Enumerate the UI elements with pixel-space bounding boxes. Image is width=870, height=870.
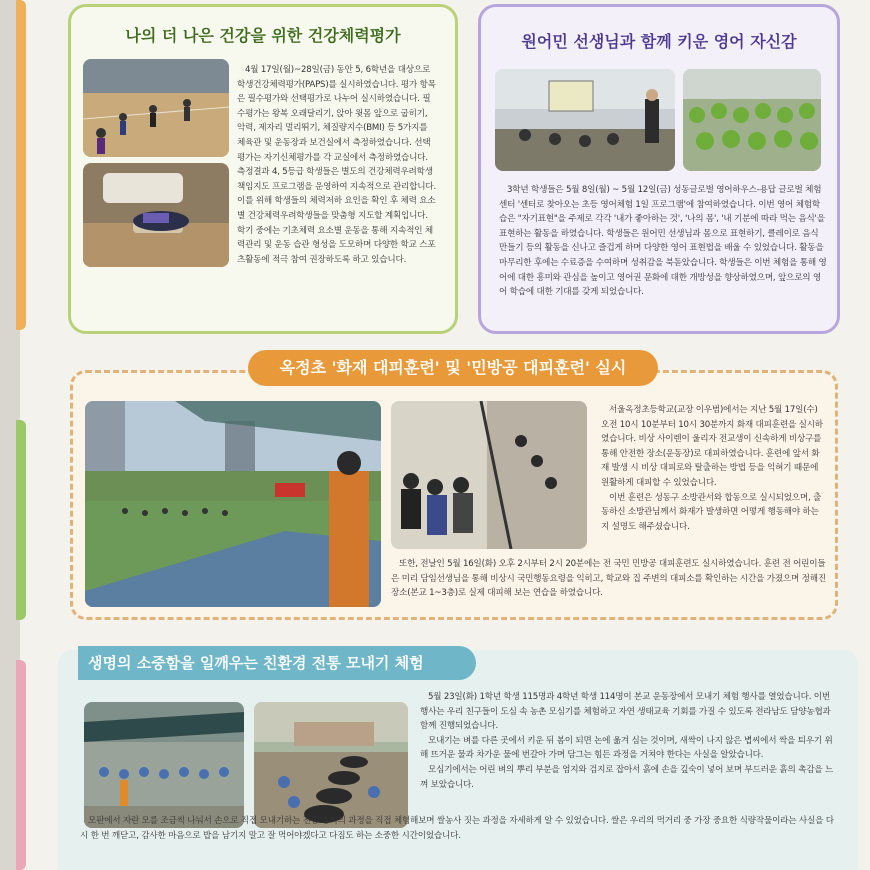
rice-planting-text-top: 5월 23일(화) 1학년 학생 115명과 4학년 학생 114명이 본교 운동장에서 모내기 체험 행사를 열었습니다. 이번 행사는 우리 친구들이 도심 속 농촌 모심기를 체험하고 자연 생태교육 기회를 가질 수 있도록 전라남도 담양농협과 함께 진행되었습니다. 모내기는 벼를 다른 곳에서 키운 뒤 봄이 되면 논에 옮겨 심는 것이며, 새싹이 나지 않은 볍씨에서 싹을 틔우기 위해 뜨거운 물과 차가운 물에 번갈아 가며 담그는 힘든 과정을 거쳐야 한다는 사실을 알았습니다. 모심기에서는 어린 벼의 뿌리 부분을 엄지와 검지로 잡아서 흙에 손을 깊숙이 넣어 보며 부드러운 흙의 촉감을 느껴 보았습니다. [420, 692, 834, 790]
edge-tab-green [16, 420, 26, 620]
english-text: 3학년 학생들은 5월 8일(월) ~ 5월 12일(금) 성동글로벌 영어하우스-용답 글로벌 체험센터 '센터로 찾아오는 초등 영어체험 1일 프로그램'에 참여하였습니다. 이번 영어 체험학습은 "자기표현"을 주제로 각각 '내가 좋아하는 것', '나의 몸', '내 기분에 따라 먹는 음식'을 표현하는 활동을 하였습니다. 학생들은 원어민 선생님과 몸으로 표현하기, 클레이로 음식 만들기 등의 활동을 신나고 즐겁게 하며 다양한 영어 표현법을 배울 수 있었습니다. 활동을 마무리한 후에는 수료증을 수여하며 성취감을 북돋았습니다. 학생들은 이번 체험을 통해 영어에 대한 흥미와 관심을 높이고 영어권 문화에 대한 개방성을 향상하였으며, 앞으로의 영어 학습에 대한 기대를 갖게 되었습니다. [499, 185, 827, 298]
rice-planting-tent-photo [84, 702, 244, 828]
edge-tab-pink [16, 660, 26, 870]
fitness-title: 나의 더 나은 건강을 위한 건강체력평가 [125, 26, 401, 45]
fire-drill-title: 옥정초 '화재 대피훈련' 및 '민방공 대피훈련' 실시 [248, 350, 658, 386]
english-section [478, 4, 840, 334]
fire-truck-field-photo [85, 401, 381, 607]
edge-tab-orange [16, 0, 26, 330]
flexibility-test-photo [83, 163, 229, 267]
fire-drill-text-top: 서울옥정초등학교(교장 이우범)에서는 지난 5월 17일(수) 오전 10시 10분부터 10시 30분까지 화재 대피훈련을 실시하였습니다. 비상 사이렌이 울리자 전교생이 신속하게 비상구를 통해 안전한 장소(운동장)로 대피하였습니다. 훈련에 앞서 화재 발생 시 비상 대피로와 탈출하는 방법 등을 익혀기 때문에 원활하게 대피할 수 있었습니다. 이번 훈련은 성동구 소방관서와 합동으로 실시되었으며, 출동하신 소방관님께서 화재가 발생하면 어떻게 행동해야 하는지 설명도 해주셨습니다. [601, 405, 823, 532]
stairway-evacuation-photo [391, 401, 587, 549]
rice-planting-section [58, 650, 858, 870]
rice-planting-text-bottom: 모판에서 자란 모를 조금씩 나눠서 손으로 직접 모내기하는 전통 방식의 과정을 직접 체험해보며 쌀농사 짓는 과정을 자세하게 알 수 있었습니다. 쌀은 우리의 먹거리 중 가장 중요한 식량작물이라는 사실을 다시 한 번 깨닫고, 감사한 마음으로 밥을 남기지 말고 잘 먹어야겠다고 다짐도 하는 소중한 시간이었습니다. [80, 816, 834, 841]
rice-planting-title: 생명의 소중함을 일깨우는 친환경 전통 모내기 체험 [78, 646, 476, 680]
rice-planting-tubs-photo [254, 702, 408, 828]
newsletter-page [20, 0, 870, 870]
fire-drill-section [70, 370, 838, 620]
classroom-teacher-photo [495, 69, 675, 171]
fitness-section [68, 4, 458, 334]
english-title: 원어민 선생님과 함께 키운 영어 자신감 [521, 32, 797, 51]
fitness-text: 4월 17일(월)~28일(금) 동안 5, 6학년을 대상으로 학생건강체력평가(PAPS)를 실시하였습니다. 평가 항목은 필수평가와 선택평가로 나누어 실시하였습니다. 필수평가는 왕복 오래달리기, 앉아 윗몸 앞으로 굽히기, 악력, 제자리 멀리뛰기, 체질량지수(BMI) 등 5가지를 체육관 및 운동장과 보건실에서 측정하였습니다. 선택평가는 자기신체평가를 각 교실에서 측정하였습니다. 측정결과 4, 5등급 학생들은 별도의 건강체력우려학생 책임지도 프로그램을 운영하여 지속적으로 관리합니다. 이를 위해 학생들의 체력저하 요인을 확인 후 체력 요소별 건강체력우려학생들을 맞춤형 지도할 계획입니다. 학기 중에는 기초체력 요소별 운동을 통해 지속적인 체력관리 및 운동 습관 형성을 도모하며 다양한 학교 스포츠활동에 적극 참여 권장하도록 하고 있습니다. [237, 65, 436, 265]
students-group-photo [683, 69, 821, 171]
fire-drill-text-bottom: 또한, 전날인 5월 16일(화) 오후 2시부터 2시 20분에는 전 국민 민방공 대피훈련도 실시하였습니다. 훈련 전 어린이들은 미리 담임선생님을 통해 비상시 국민행동요령을 익히고, 학교와 집 주변의 대피소를 확인하는 시간을 가졌으며 정해진 장소(본교 1~3층)로 실제 대피해 보는 연습을 하였습니다. [391, 559, 826, 599]
gym-running-photo [83, 59, 229, 157]
